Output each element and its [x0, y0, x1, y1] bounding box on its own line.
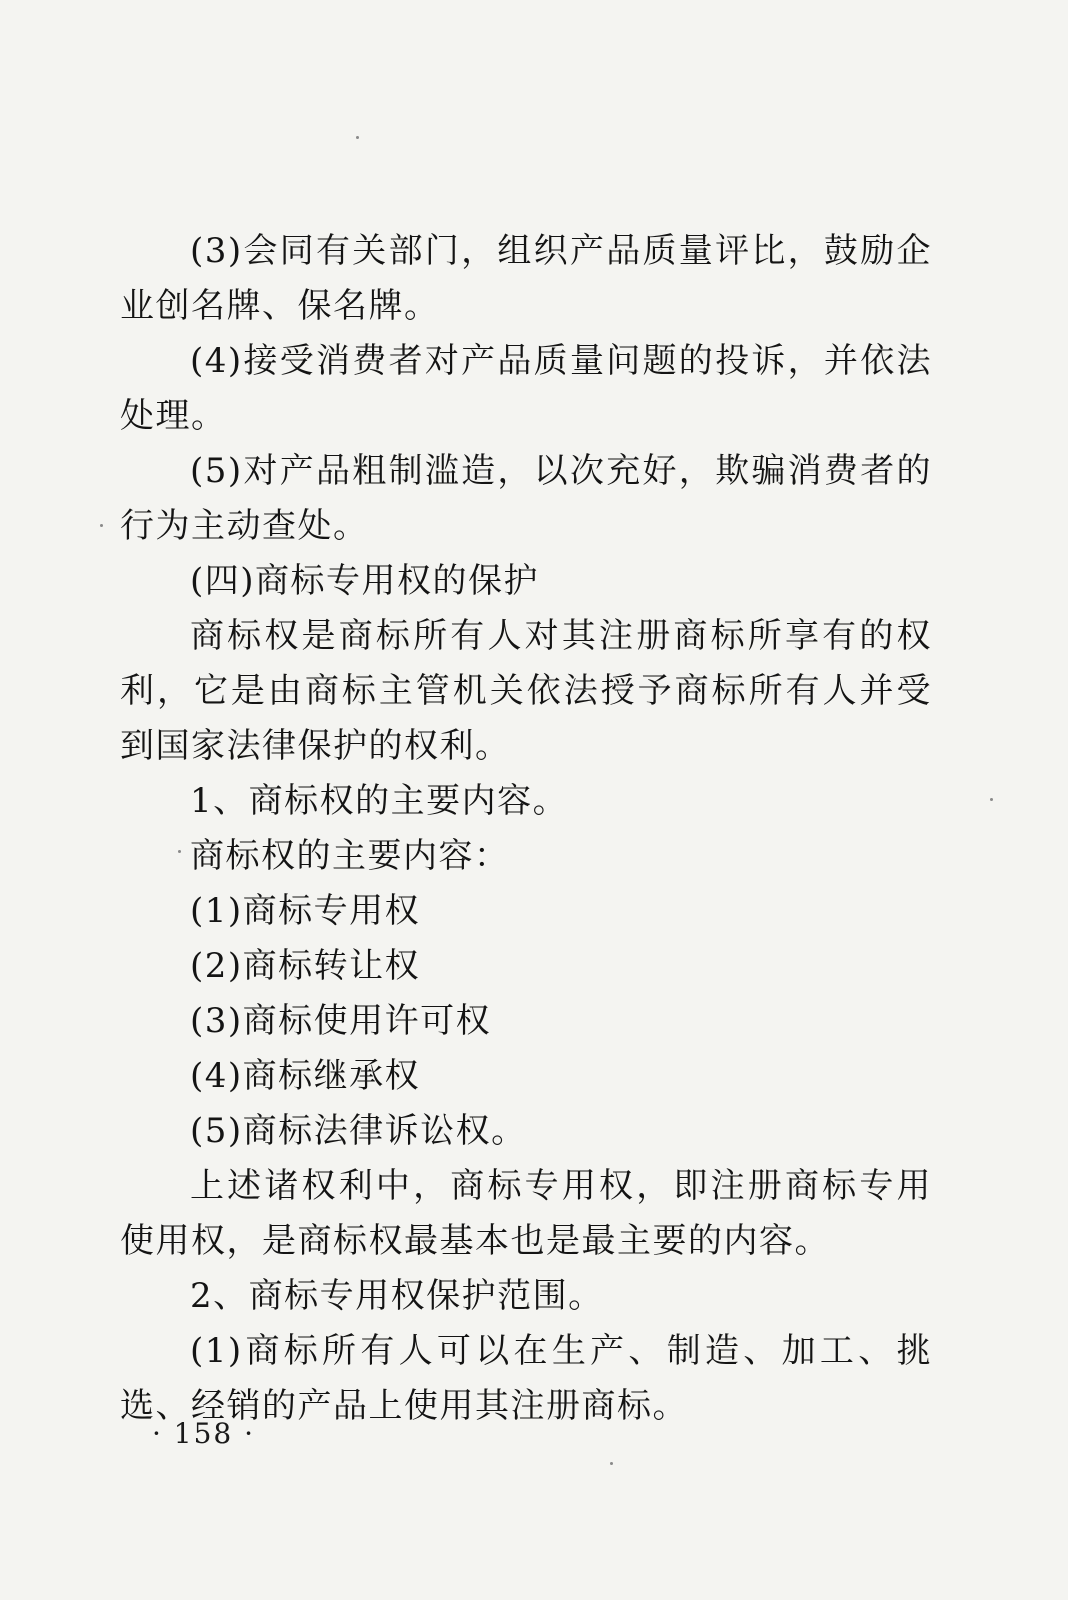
- section-heading-4: (四)商标专用权的保护: [190, 561, 540, 601]
- list-item-2: (2)商标转让权: [190, 946, 421, 986]
- paragraph-trademark-definition: 商标权是商标所有人对其注册商标所享有的权利，它是由商标主管机关依法授予商标所有人并受到国家法律保护的权利。: [120, 616, 932, 766]
- scan-speck: [356, 136, 359, 139]
- scan-speck: [990, 798, 993, 801]
- list-item-4: (4)商标继承权: [190, 1056, 421, 1096]
- list-item-5: (5)商标法律诉讼权。: [190, 1111, 527, 1151]
- paragraph-contents-intro: 商标权的主要内容：: [190, 836, 510, 876]
- subheading-2: 2、商标专用权保护范围。: [190, 1276, 604, 1316]
- list-item-3: (3)商标使用许可权: [190, 1001, 492, 1041]
- scan-speck: [610, 1462, 613, 1465]
- subheading-1: 1、商标权的主要内容。: [190, 781, 569, 821]
- paragraph-item-5: (5)对产品粗制滥造，以次充好，欺骗消费者的行为主动查处。: [120, 451, 932, 546]
- scan-speck: [178, 850, 181, 853]
- paragraph-item-4: (4)接受消费者对产品质量问题的投诉，并依法处理。: [120, 341, 932, 436]
- list-item-1: (1)商标专用权: [190, 891, 421, 931]
- paragraph-summary: 上述诸权利中，商标专用权，即注册商标专用使用权，是商标权最基本也是最主要的内容。: [120, 1166, 932, 1261]
- page-number: · 158 ·: [152, 1417, 256, 1450]
- body-text: [120, 224, 932, 1434]
- scan-speck: [100, 524, 103, 527]
- paragraph-scope-1: (1)商标所有人可以在生产、制造、加工、挑选、经销的产品上使用其注册商标。: [120, 1331, 932, 1426]
- paragraph-item-3: (3)会同有关部门，组织产品质量评比，鼓励企业创名牌、保名牌。: [120, 231, 932, 326]
